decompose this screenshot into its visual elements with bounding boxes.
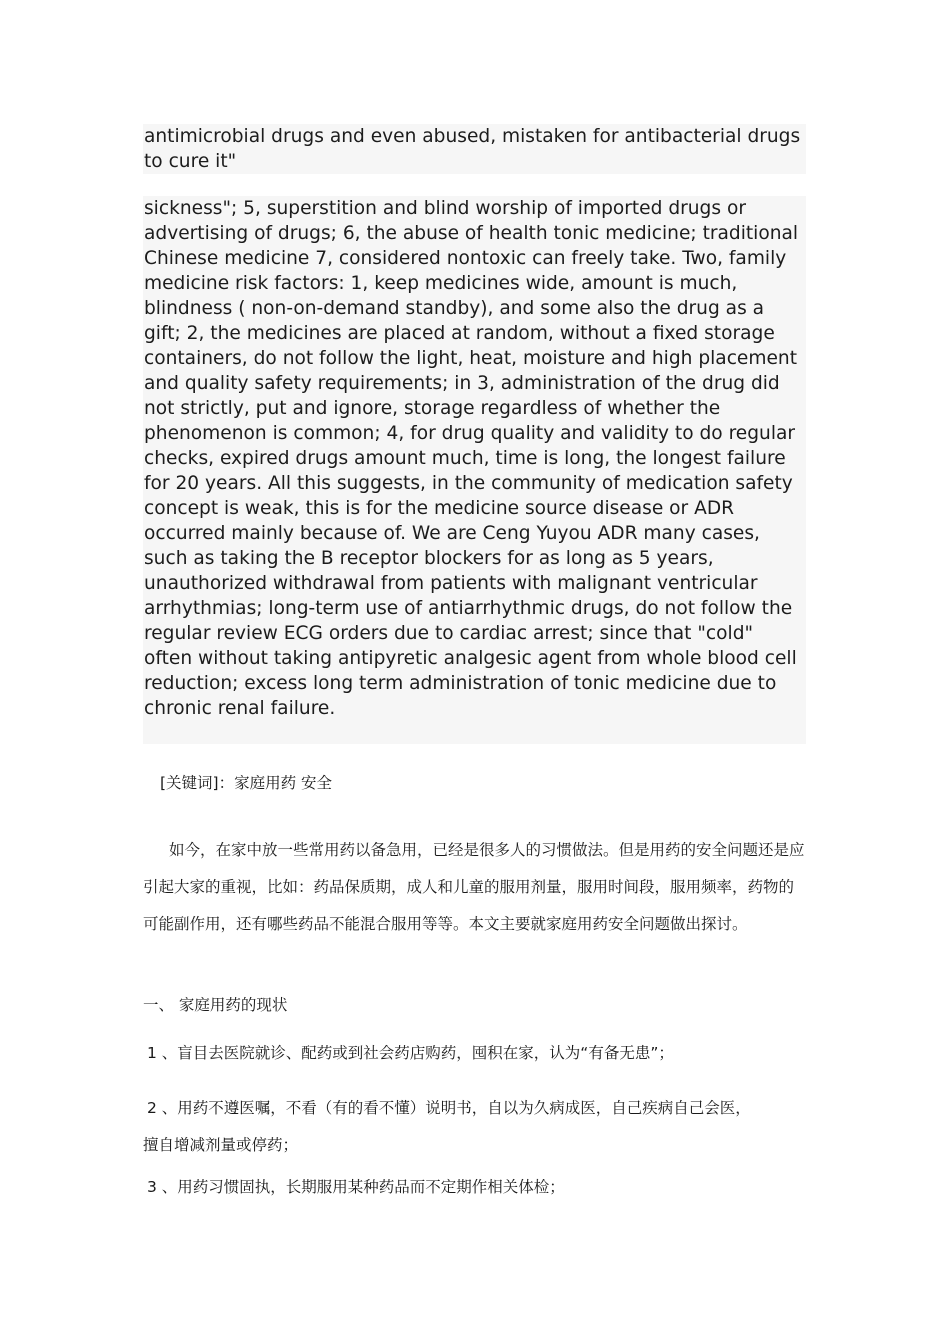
keywords-line: [关键词]：家庭用药 安全	[160, 774, 333, 792]
list-item	[143, 1090, 808, 1164]
section-heading: 一、 家庭用药的现状	[143, 996, 288, 1014]
english-abstract-body	[143, 196, 806, 744]
list-item: 3 、用药习惯固执，长期服用某种药品而不定期作相关体检；	[147, 1178, 565, 1196]
list-item-continuation: 擅自增减剂量或停药；	[143, 1136, 299, 1154]
list-item: 1 、盲目去医院就诊、配药或到社会药店购药，囤积在家，认为“有备无患”；	[147, 1044, 674, 1062]
intro-paragraph: 如今，在家中放一些常用药以备急用，已经是很多人的习惯做法。但是用药的安全问题还是应引起大家的重视，比如：药品保质期，成人和儿童的服用剂量，服用时间段，服用频率，药物的可能副作用，还有哪些药品不能混合服用等等。本文主要就家庭用药安全问题做出探讨。	[143, 841, 805, 933]
english-text-line: antimicrobial drugs and even abused, mistaken for antibacterial drugs to cure it"	[144, 126, 801, 172]
english-abstract-fragment	[143, 124, 806, 174]
list-item-first-line: 2 、用药不遵医嘱，不看（有的看不懂）说明书，自以为久病成医，自己疾病自己会医，	[147, 1099, 751, 1117]
english-paragraph: sickness"; 5, superstition and blind worship of imported drugs or advertising of drugs; 6, the abuse of health tonic medicine; traditional Chinese medicine 7, considered nontoxic can freely take. Two, family medicine risk factors: 1, keep medicines wide, amount is much, blindness ( non-on-demand standby), and some also the drug as a gift; 2, the medicines are placed at random, without a fixed storage containers, do not follow the light, heat, moisture and high placement and quality safety requirements; in 3, administration of the drug did not strictly, put and ignore, storage regardless of whether the phenomenon is common; 4, for drug quality and validity to do regular checks, expired drugs amount much, time is long, the longest failure for 20 years. All this suggests, in the community of medication safety concept is weak, this is for the medicine source disease or ADR occurred mainly because of. We are Ceng Yuyou ADR many cases, such as taking the B receptor blockers for as long as 5 years, unauthorized withdrawal from patients with malignant ventricular arrhythmias; long-term use of antiarrhythmic drugs, do not follow the regular review ECG orders due to cardiac arrest; since that "cold" often without taking antipyretic analgesic agent from whole blood cell reduction; excess long term administration of tonic medicine due to chronic renal failure.	[144, 198, 799, 719]
